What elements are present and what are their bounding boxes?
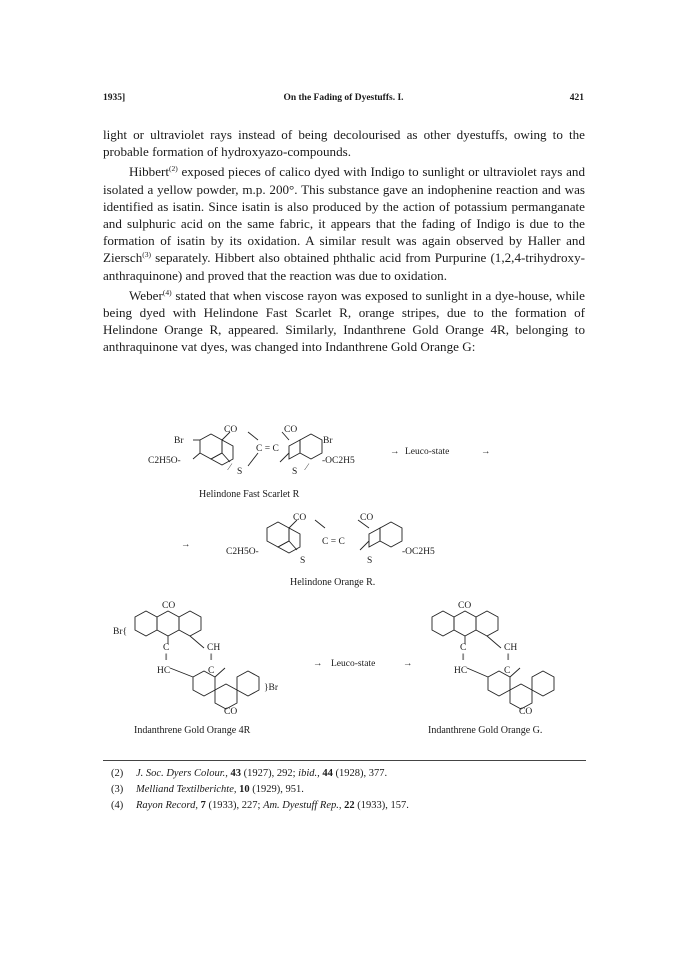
label-ch: CH <box>504 643 518 653</box>
paragraph-2-text-a: exposed pieces of calico dyed with Indigo to sunlight or ultraviolet rays and isolated a yellow powder, m.p. 200°. This substance gave an indophenine reaction and was identified as isatin. Since isatin is also produced by the action of potassium permanganate and sulphuric acid on the same fabric, it appears that the fading of Indigo is due to the formation of isatin by its oxidation. A similar result was again observed by Haller and Ziersch <box>103 164 585 266</box>
label-co: CO <box>360 513 374 523</box>
label-co: CO <box>293 513 307 523</box>
footnote <box>111 798 581 814</box>
volume: 10 <box>239 784 250 795</box>
page-number: 421 <box>569 93 584 103</box>
label-s: S <box>237 467 243 477</box>
journal-title: ibid., <box>298 768 320 779</box>
label-hc: HC <box>157 666 171 676</box>
label-oc2h5: -OC2H5 <box>402 547 435 557</box>
volume: 22 <box>344 800 355 811</box>
label-c: C <box>163 643 170 653</box>
compound-name-1: Helindone Fast Scarlet R <box>199 489 300 500</box>
label-s: S <box>367 556 373 566</box>
label-ch: CH <box>207 643 221 653</box>
footnote <box>111 782 581 798</box>
volume: 43 <box>230 768 241 779</box>
double-bond: ‖ <box>210 653 213 663</box>
label-br-brace: Br{ <box>113 627 128 637</box>
journal-title: Am. Dyestuff Rep., <box>263 800 342 811</box>
label-c2h5o: C2H5O- <box>148 456 181 466</box>
double-bond: ‖ <box>165 653 168 663</box>
reference-marker: (2) <box>169 164 178 174</box>
compound-name-3: Indanthrene Gold Orange 4R <box>134 725 251 736</box>
citation-detail: (1927), 292; <box>241 768 299 779</box>
journal-title: Melliand Textilberichte, <box>136 784 237 795</box>
volume: 44 <box>322 768 333 779</box>
footnote-number: (4) <box>111 800 124 811</box>
journal-title: Rayon Record, <box>136 800 199 811</box>
label-co: CO <box>224 425 238 435</box>
arrow: → <box>403 659 413 669</box>
citation-detail: (1928), 377. <box>332 768 388 779</box>
journal-title: J. Soc. Dyers Colour., <box>136 768 228 779</box>
author-weber: Weber <box>129 287 163 303</box>
double-bond: ‖ <box>462 653 465 663</box>
arrow: → <box>181 540 191 550</box>
paragraph-3-text: stated that when viscose rayon was exposed to sunlight in a dye-house, while being dyed with Helindone Fast Scarlet R, orange stripes, due to the formation of Helindone Orange R, appeared. Similarly, Indanthrene Gold Orange 4R, belonging to anthraquinone vat dyes, was changed into Indanthrene Gold Orange G: <box>103 287 585 355</box>
arrow: → <box>313 659 323 669</box>
label-co: CO <box>224 707 238 717</box>
paragraph-1: light or ultraviolet rays instead of being decolourised as other dyestuffs, owing to the probable formation of hydroxyazo-compounds. <box>103 127 585 160</box>
citation-detail: (1933), 227; <box>205 800 264 811</box>
arrow: → <box>390 447 400 457</box>
leuco-state-label: Leuco-state <box>331 659 376 669</box>
label-co: CO <box>458 601 472 611</box>
label-s: ⁄ <box>306 463 308 473</box>
label-hc: HC <box>454 666 468 676</box>
header-year: 1935] <box>103 93 126 103</box>
label-c-c: C = C <box>322 537 345 547</box>
structure-indanthrene-g <box>432 601 554 717</box>
structure-helindone-fast-scarlet <box>148 425 355 477</box>
leuco-state-label: Leuco-state <box>405 447 450 457</box>
double-bond: ‖ <box>507 653 510 663</box>
paragraph-2-text-b: separately. Hibbert also obtained phthalic acid from Purpurine (1,2,4-trihydroxy-anthraquinone) and proved that the reaction was due to oxidation. <box>103 250 585 283</box>
label-c: C <box>460 643 467 653</box>
author-hibbert: Hibbert <box>129 164 169 180</box>
compound-name-2: Helindone Orange R. <box>290 577 376 588</box>
label-s: S <box>292 467 298 477</box>
footnote-number: (3) <box>111 784 124 795</box>
label-s: S <box>300 556 306 566</box>
structure-helindone-orange <box>226 513 435 566</box>
reference-marker: (3) <box>142 250 152 260</box>
reference-marker: (4) <box>162 287 172 297</box>
label-c2h5o: C2H5O- <box>226 547 259 557</box>
label-br-brace: }Br <box>264 683 279 693</box>
label-co: CO <box>162 601 176 611</box>
structure-indanthrene-4r <box>113 601 279 717</box>
footnote <box>111 766 581 782</box>
label-s: ⁄ <box>229 463 231 473</box>
label-br: Br <box>174 436 184 446</box>
footnotes <box>111 766 581 814</box>
label-c: C <box>504 666 511 676</box>
citation-detail: (1929), 951. <box>249 784 304 795</box>
footnote-rule <box>103 760 586 761</box>
footnote-number: (2) <box>111 768 124 779</box>
arrow: → <box>481 447 491 457</box>
header-title: On the Fading of Dyestuffs. I. <box>283 93 404 103</box>
label-c: C <box>208 666 215 676</box>
label-c-c: C = C <box>256 444 279 454</box>
citation-detail: (1933), 157. <box>354 800 409 811</box>
label-co: CO <box>284 425 298 435</box>
label-oc2h5: -OC2H5 <box>322 456 355 466</box>
compound-name-4: Indanthrene Gold Orange G. <box>428 725 543 736</box>
label-br: Br <box>323 436 333 446</box>
label-co: CO <box>519 707 533 717</box>
volume: 7 <box>200 800 206 811</box>
